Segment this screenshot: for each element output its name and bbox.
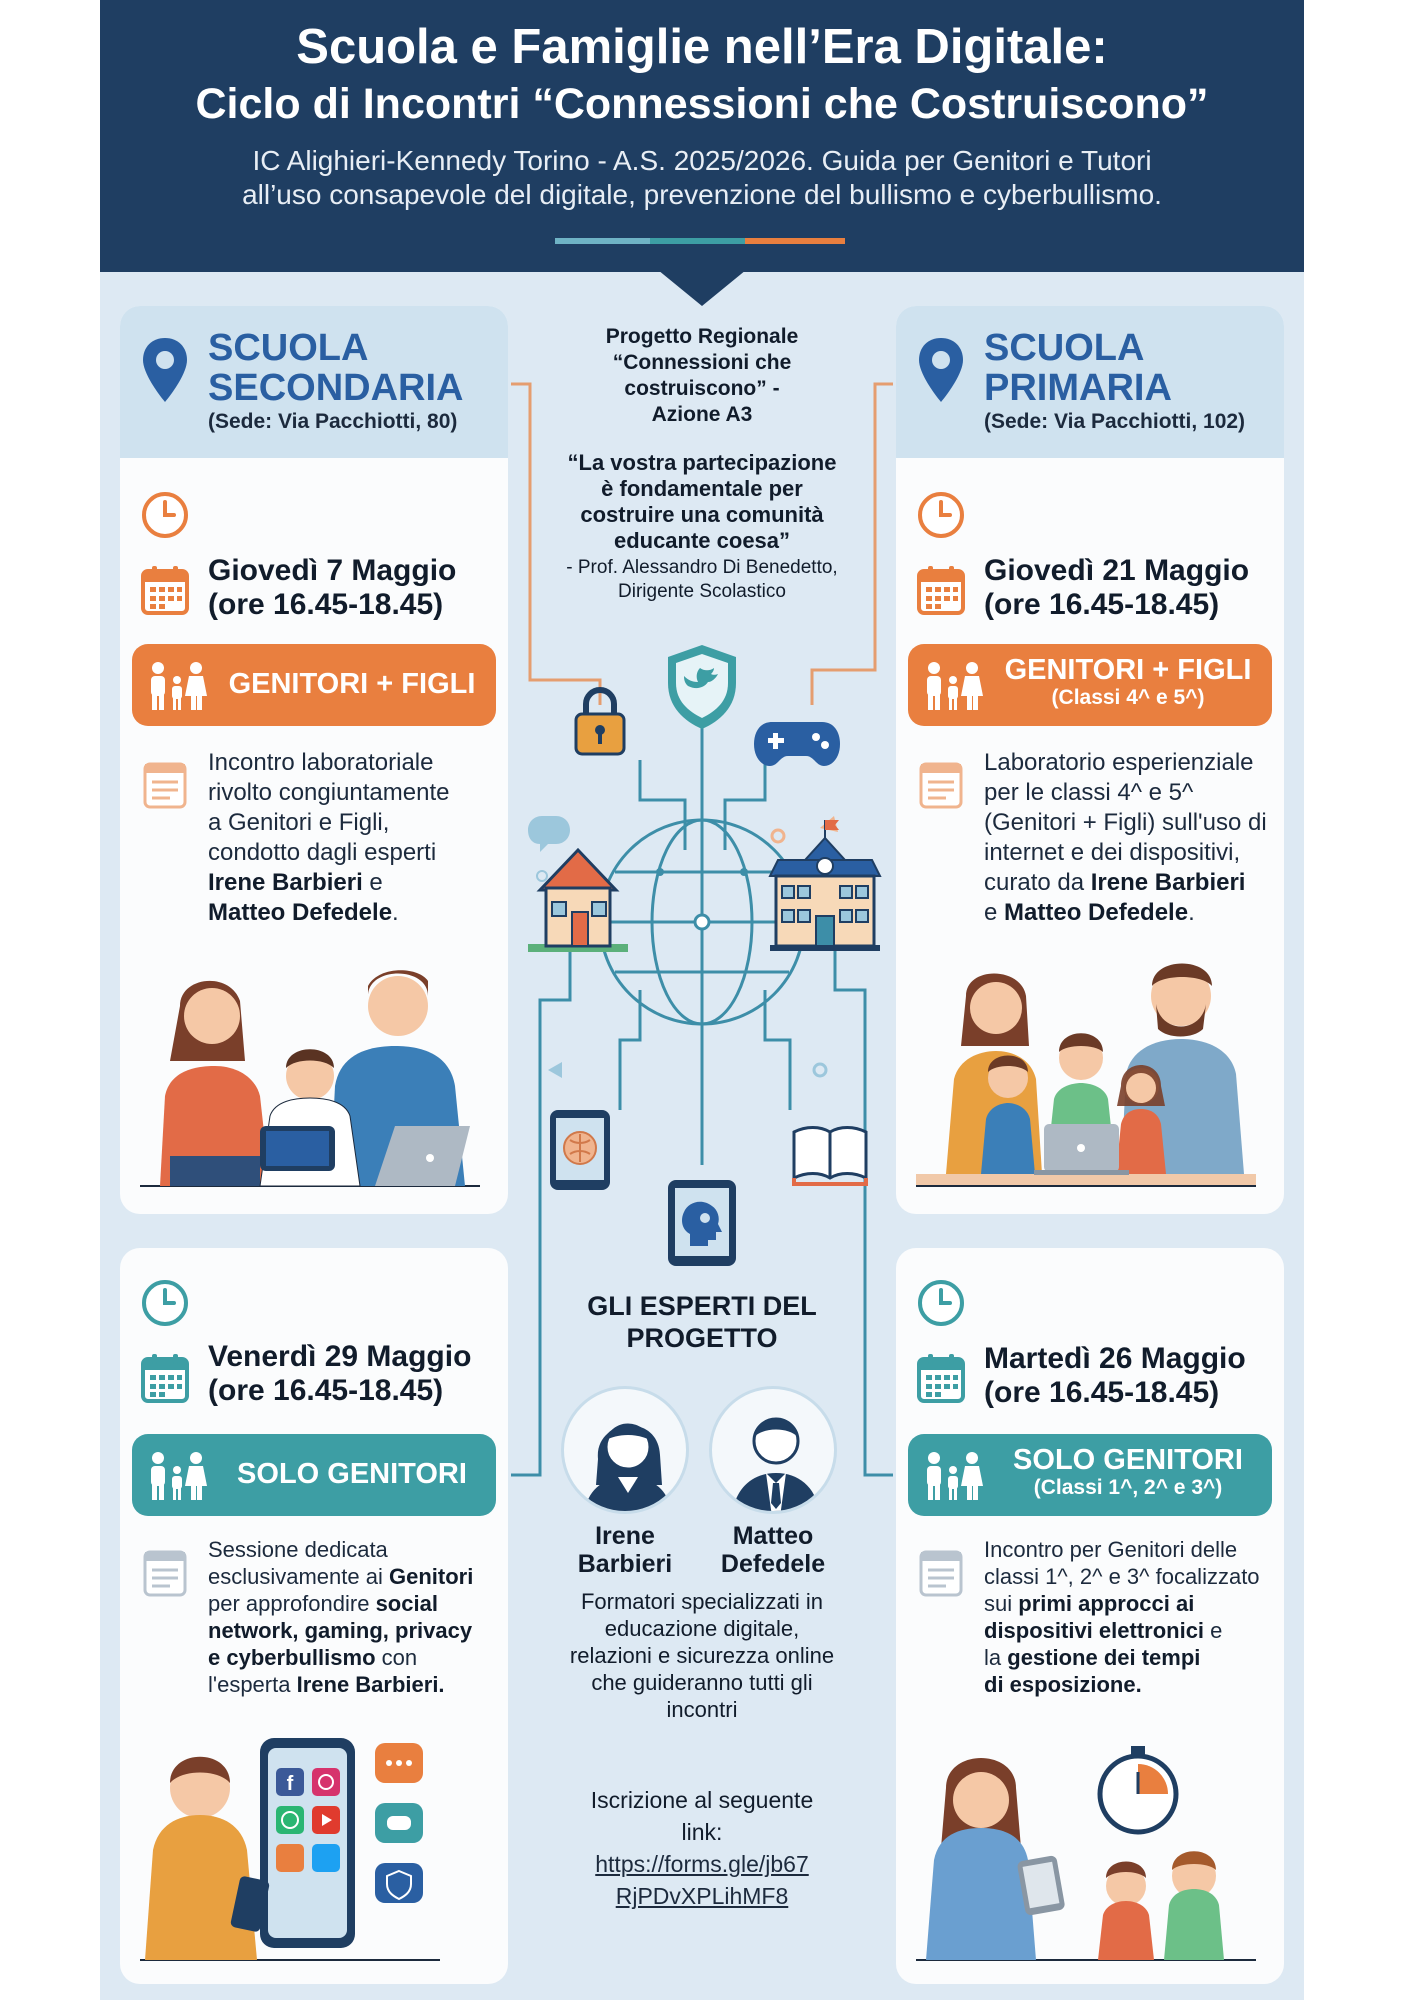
audience-badge-genitori-figli xyxy=(132,644,496,726)
event-description-1: Incontro laboratoriale rivolto congiuntamente a Genitori e Figli, condotto dagli esperti Irene Barbieri e Matteo Defedele. xyxy=(208,749,450,926)
card-scuola-primaria xyxy=(896,306,1284,1214)
audience-label: GENITORI + FIGLI (Classi 4^ e 5^) xyxy=(1004,654,1252,709)
event-date-2: Giovedì 21 Maggio (ore 16.45-18.45) xyxy=(984,554,1250,621)
calendar-icon xyxy=(916,564,966,616)
signup-section: Iscrizione al seguente link: https://forms.gle/jb67 RjPDvXPLihMF8 xyxy=(540,1784,864,1912)
audience-badge-genitori-figli xyxy=(908,644,1272,726)
audience-label: SOLO GENITORI xyxy=(237,1458,467,1490)
calendar-icon xyxy=(140,564,190,616)
event-date-4: Martedì 26 Maggio (ore 16.45-18.45) xyxy=(984,1342,1246,1409)
male-avatar-icon xyxy=(712,1389,837,1514)
family-children-illustration xyxy=(916,946,1266,1196)
clock-icon xyxy=(140,490,190,540)
school-address-primaria: (Sede: Via Pacchiotti, 102) xyxy=(984,410,1246,433)
calendar-icon xyxy=(140,1352,190,1404)
title-line-2: Ciclo di Incontri “Connessioni che Costruiscono” xyxy=(195,80,1209,128)
card-head-primaria xyxy=(896,306,1284,458)
school-icon xyxy=(770,820,880,948)
expert-avatar-irene xyxy=(561,1386,689,1514)
screen-time-illustration xyxy=(916,1728,1266,1968)
school-name-primaria: SCUOLA PRIMARIA xyxy=(984,327,1172,409)
family-icon xyxy=(146,1450,208,1502)
card-primaria-solo-genitori xyxy=(896,1248,1284,1984)
event-description-3: Sessione dedicata esclusivamente ai Genitori per approfondire social network, gaming, privacy e cyberbullismo con l'esperta Irene Barbieri. xyxy=(208,1537,474,1697)
female-avatar-icon xyxy=(564,1389,689,1514)
experts-description: Formatori specializzati in educazione digitale, relazioni e sicurezza online che guideranno tutti gli incontri xyxy=(569,1589,835,1722)
card-head-secondaria xyxy=(120,306,508,458)
social-apps-illustration xyxy=(140,1728,490,1968)
twitter-shield-icon xyxy=(668,645,736,729)
audience-label: GENITORI + FIGLI xyxy=(228,668,476,700)
tablet-brain-icon xyxy=(550,1110,610,1190)
subtitle-line-1: IC Alighieri-Kennedy Torino - A.S. 2025/2026. Guida per Genitori e Tutori xyxy=(252,145,1152,176)
clock-icon xyxy=(916,490,966,540)
family-icon xyxy=(146,660,208,712)
quote-author: - Prof. Alessandro Di Benedetto, Dirigente Scolastico xyxy=(566,557,838,602)
clock-icon xyxy=(140,1278,190,1328)
gamepad-icon xyxy=(754,722,840,766)
notepad-icon xyxy=(142,1546,188,1598)
event-description-2: Laboratorio esperienziale per le classi 4^ e 5^ (Genitori + Figli) sull'uso di internet e dei dispositivi, curato da Irene Barbieri e Matteo Defedele. xyxy=(984,749,1267,926)
event-date-3: Venerdì 29 Maggio (ore 16.45-18.45) xyxy=(208,1340,472,1407)
padlock-icon xyxy=(576,690,624,754)
family-icon xyxy=(922,660,984,712)
poster xyxy=(100,0,1304,2000)
school-address-secondaria: (Sede: Via Pacchiotti, 80) xyxy=(208,410,458,433)
expert-name-matteo: Matteo Defedele xyxy=(720,1522,826,1578)
family-icon xyxy=(922,1450,984,1502)
digital-hub-illustration xyxy=(520,640,884,1270)
audience-badge-solo-genitori xyxy=(132,1434,496,1516)
signup-link[interactable]: https://forms.gle/jb67 RjPDvXPLihMF8 xyxy=(595,1851,809,1909)
notepad-icon xyxy=(918,758,964,810)
house-icon xyxy=(528,850,628,948)
subtitle-line-2: all’uso consapevole del digitale, prevenzione del bullismo e cyberbullismo. xyxy=(242,179,1162,210)
event-date-1: Giovedì 7 Maggio (ore 16.45-18.45) xyxy=(208,554,457,621)
family-tablet-illustration xyxy=(140,946,490,1196)
principal-quote: “La vostra partecipazione è fondamentale per costruire una comunità educante coesa” xyxy=(567,450,837,553)
calendar-icon xyxy=(916,1352,966,1404)
head-tablet-icon xyxy=(668,1180,736,1266)
event-description-4: Incontro per Genitori delle classi 1^, 2^ e 3^ focalizzato sui primi approcci ai dispositivi elettronici e la gestione dei tempi di esposizione. xyxy=(984,1537,1260,1697)
book-icon xyxy=(794,1128,866,1185)
svg-text:f: f xyxy=(286,1773,294,1795)
school-name-secondaria: SCUOLA SECONDARIA xyxy=(208,327,464,409)
expert-avatar-matteo xyxy=(709,1386,837,1514)
card-secondaria-solo-genitori xyxy=(120,1248,508,1984)
location-pin-icon xyxy=(916,336,966,406)
expert-name-irene: Irene Barbieri xyxy=(577,1522,673,1578)
title-line-1: Scuola e Famiglie nell’Era Digitale: xyxy=(296,20,1108,74)
experts-title: GLI ESPERTI DEL PROGETTO xyxy=(587,1291,817,1353)
clock-icon xyxy=(916,1278,966,1328)
audience-badge-solo-genitori xyxy=(908,1434,1272,1516)
notepad-icon xyxy=(142,758,188,810)
notepad-icon xyxy=(918,1546,964,1598)
audience-label: SOLO GENITORI (Classi 1^, 2^ e 3^) xyxy=(1013,1444,1243,1499)
card-scuola-secondaria xyxy=(120,306,508,1214)
location-pin-icon xyxy=(140,336,190,406)
project-title: Progetto Regionale “Connessioni che costruiscono” - Azione A3 xyxy=(605,325,799,426)
